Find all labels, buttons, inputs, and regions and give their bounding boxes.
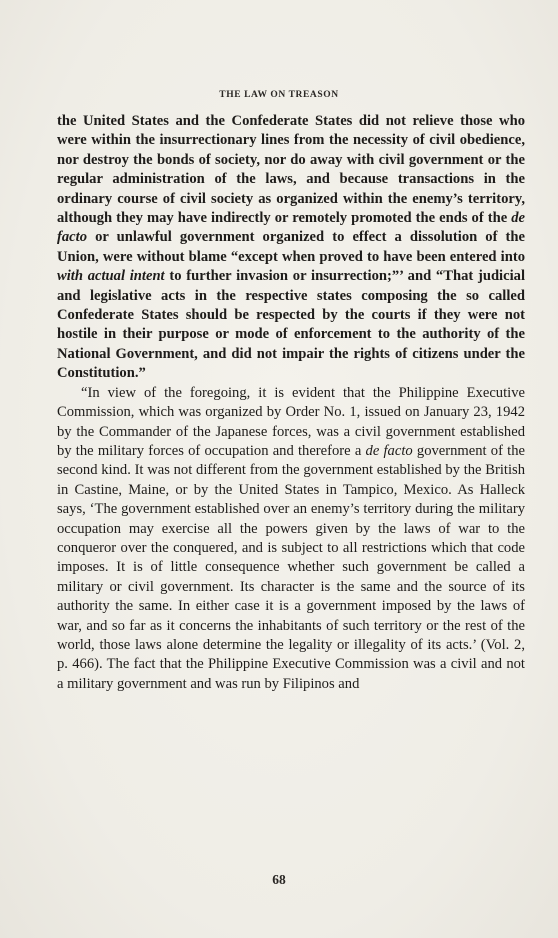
text-run: or unlawful government organized to effect a dissolution of the Union, were without blame “except when proved to have been entered into xyxy=(57,229,525,265)
text-run: government of the second kind. It was not different from the government established by the British in Castine, Maine, or by the United States in Tampico, Mexico. As Halleck says, ‘The government established over an enemy’s territory during the military occupation may exercise all the powers given by the laws of war to the conqueror over the conquered, and is subject to all restrictions which that code imposes. It is of little consequence whether such government be called a military or civil government. Its character is the same and the source of its authority the same. In either case it is a government imposed by the laws of war, and so far as it concerns the inhabitants of such territory or the rest of the world, those laws alone determine the legality or illegality of its acts.’ (Vol. 2, p. 466). The fact that the Philippine Executive Commission was a civil and not a military government and was run by Filipinos and xyxy=(57,442,525,692)
text-run: “In view of the foregoing, it is evident that the Philippine Executive Commission, which was organized by Order No. 1, issued on January 23, 1942 by the Commander of the Japanese forces, was a civil government established by the military forces of occupation and therefore a xyxy=(57,384,525,459)
paragraph-2 xyxy=(57,384,525,695)
text-run: to further invasion or insurrection;”’ and “That judicial and legislative acts in the respective states composing the so called Confederate States should be respected by the courts if they were not hostile in their purpose or mode of enforcement to the authority of the National Government, and did not impair the rights of citizens under the Constitution.” xyxy=(57,268,525,382)
italic-term: de facto xyxy=(365,442,413,459)
paragraph-1 xyxy=(57,112,525,384)
italic-term: with actual intent xyxy=(57,268,165,285)
text-run: the United States and the Confederate States did not relieve those who were within the insurrectionary lines from the necessity of civil obedience, nor destroy the bonds of society, nor do away with civil government or the regular administration of the laws, and because transactions in the ordinary course of civil society as organized within the enemy’s territory, although they may have indirectly or remotely promoted the ends of the xyxy=(57,113,525,227)
italic-term: de facto xyxy=(57,210,525,246)
page-number: 68 xyxy=(272,872,286,887)
body-text xyxy=(57,112,525,694)
running-head: THE LAW ON TREASON xyxy=(219,90,339,100)
